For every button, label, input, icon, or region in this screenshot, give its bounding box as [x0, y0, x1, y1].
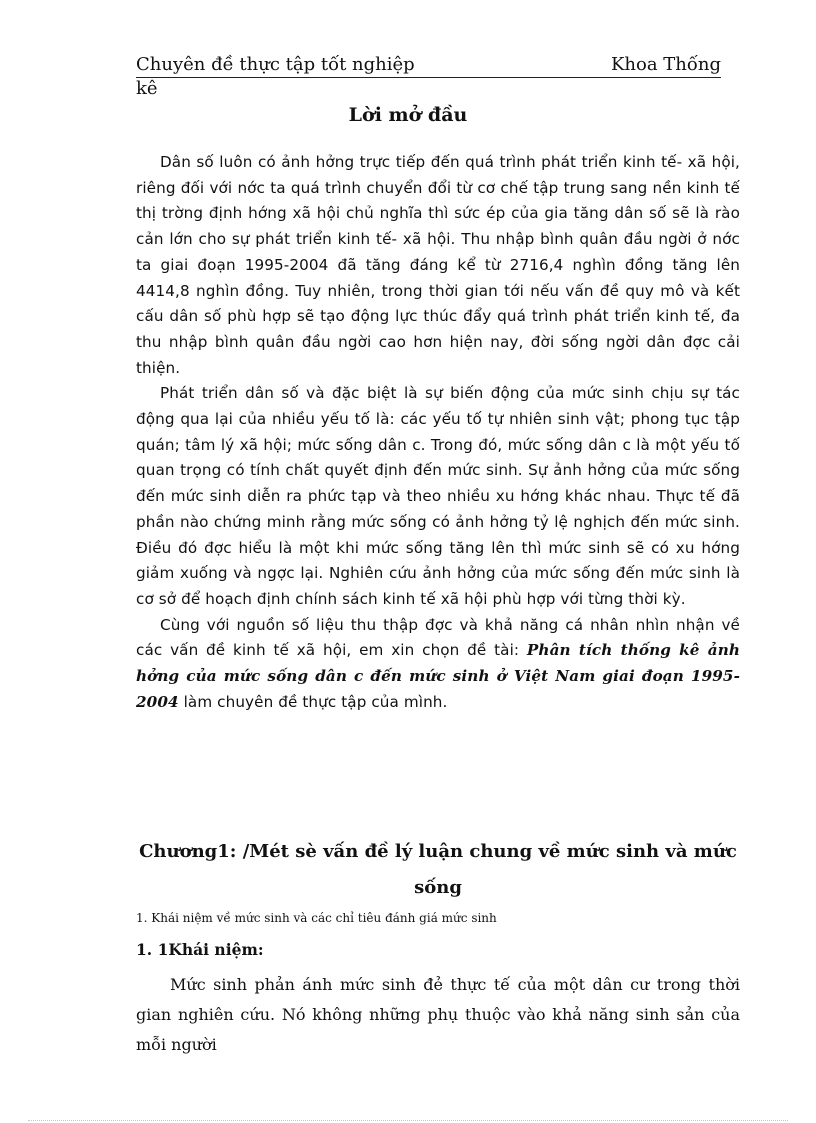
- page-bottom-border: [28, 1120, 788, 1121]
- chapter-title: Chương1: /Mét sè vấn đề lý luận chung về mức sinh và mức sống: [139, 841, 737, 898]
- section-paragraph: Mức sinh phản ánh mức sinh đẻ thực tế của một dân cư trong thời gian nghiên cứu. Nó không những phụ thuộc vào khả năng sinh sản của mỗi người: [136, 975, 740, 1054]
- paragraph-3-tail: làm chuyên đề thực tập của mình.: [178, 692, 448, 711]
- paragraph-1: Dân số luôn có ảnh hởng trực tiếp đến quá trình phát triển kinh tế- xã hội, riêng đối với nớc ta quá trình chuyển đổi từ cơ chế tập trung sang nền kinh tế thị trờng định hớng xã hội chủ nghĩa thì sức ép của gia tăng dân số sẽ là rào cản lớn cho sự phát triển kinh tế- xã hội. Thu nhập bình quân đầu ngời ở nớc ta giai đoạn 1995-2004 đã tăng đáng kể từ 2716,4 nghìn đồng tăng lên 4414,8 nghìn đồng. Tuy nhiên, trong thời gian tới nếu vấn đề quy mô và kết cấu dân số phù hợp sẽ tạo động lực thúc đẩy quá trình phát triển kinh tế, đa thu nhập bình quân đầu ngời cao hơn hiện nay, đời sống ngời dân đợc cải thiện.: [136, 153, 740, 377]
- header-rule: [136, 77, 721, 78]
- section-heading: 1. Khái niệm về mức sinh và các chỉ tiêu đánh giá mức sinh: [136, 911, 497, 925]
- topic-title: Phân tích thống kê ảnh hởng của mức sống dân c đến mức sinh ở Việt Nam giai đoạn 1995-2004: [136, 641, 740, 711]
- page-title: Lời mở đầu: [348, 104, 468, 126]
- intro-body: [136, 150, 740, 715]
- header-continuation: kê: [136, 78, 158, 99]
- paragraph-2: Phát triển dân số và đặc biệt là sự biến động của mức sinh chịu sự tác động qua lại của nhiều yếu tố là: các yếu tố tự nhiên sinh vật; phong tục tập quán; tâm lý xã hội; mức sống dân c. Trong đó, mức sống dân c là một yếu tố quan trọng có tính chất quyết định đến mức sinh. Sự ảnh hởng của mức sống đến mức sinh diễn ra phức tạp và theo nhiều xu hớng khác nhau. Thực tế đã phần nào chứng minh rằng mức sống có ảnh hởng tỷ lệ nghịch đến mức sinh. Điều đó đợc hiểu là một khi mức sống tăng lên thì mức sinh sẽ có xu hớng giảm xuống và ngợc lại. Nghiên cứu ảnh hởng của mức sống đến mức sinh là cơ sở để hoạch định chính sách kinh tế xã hội phù hợp với từng thời kỳ.: [136, 384, 740, 608]
- paragraph-3: [136, 613, 740, 716]
- header-right: Khoa Thống: [610, 54, 721, 75]
- section-body: [136, 970, 740, 1060]
- paragraph-3-lead: Cùng với nguồn số liệu thu thập đợc và khả năng cá nhân nhìn nhận về các vấn đề kinh tế xã hội, em xin chọn đề tài:: [136, 615, 740, 660]
- header-left: Chuyên đề thực tập tốt nghiệp: [136, 54, 415, 75]
- subsection-heading: 1. 1Khái niệm:: [136, 940, 264, 959]
